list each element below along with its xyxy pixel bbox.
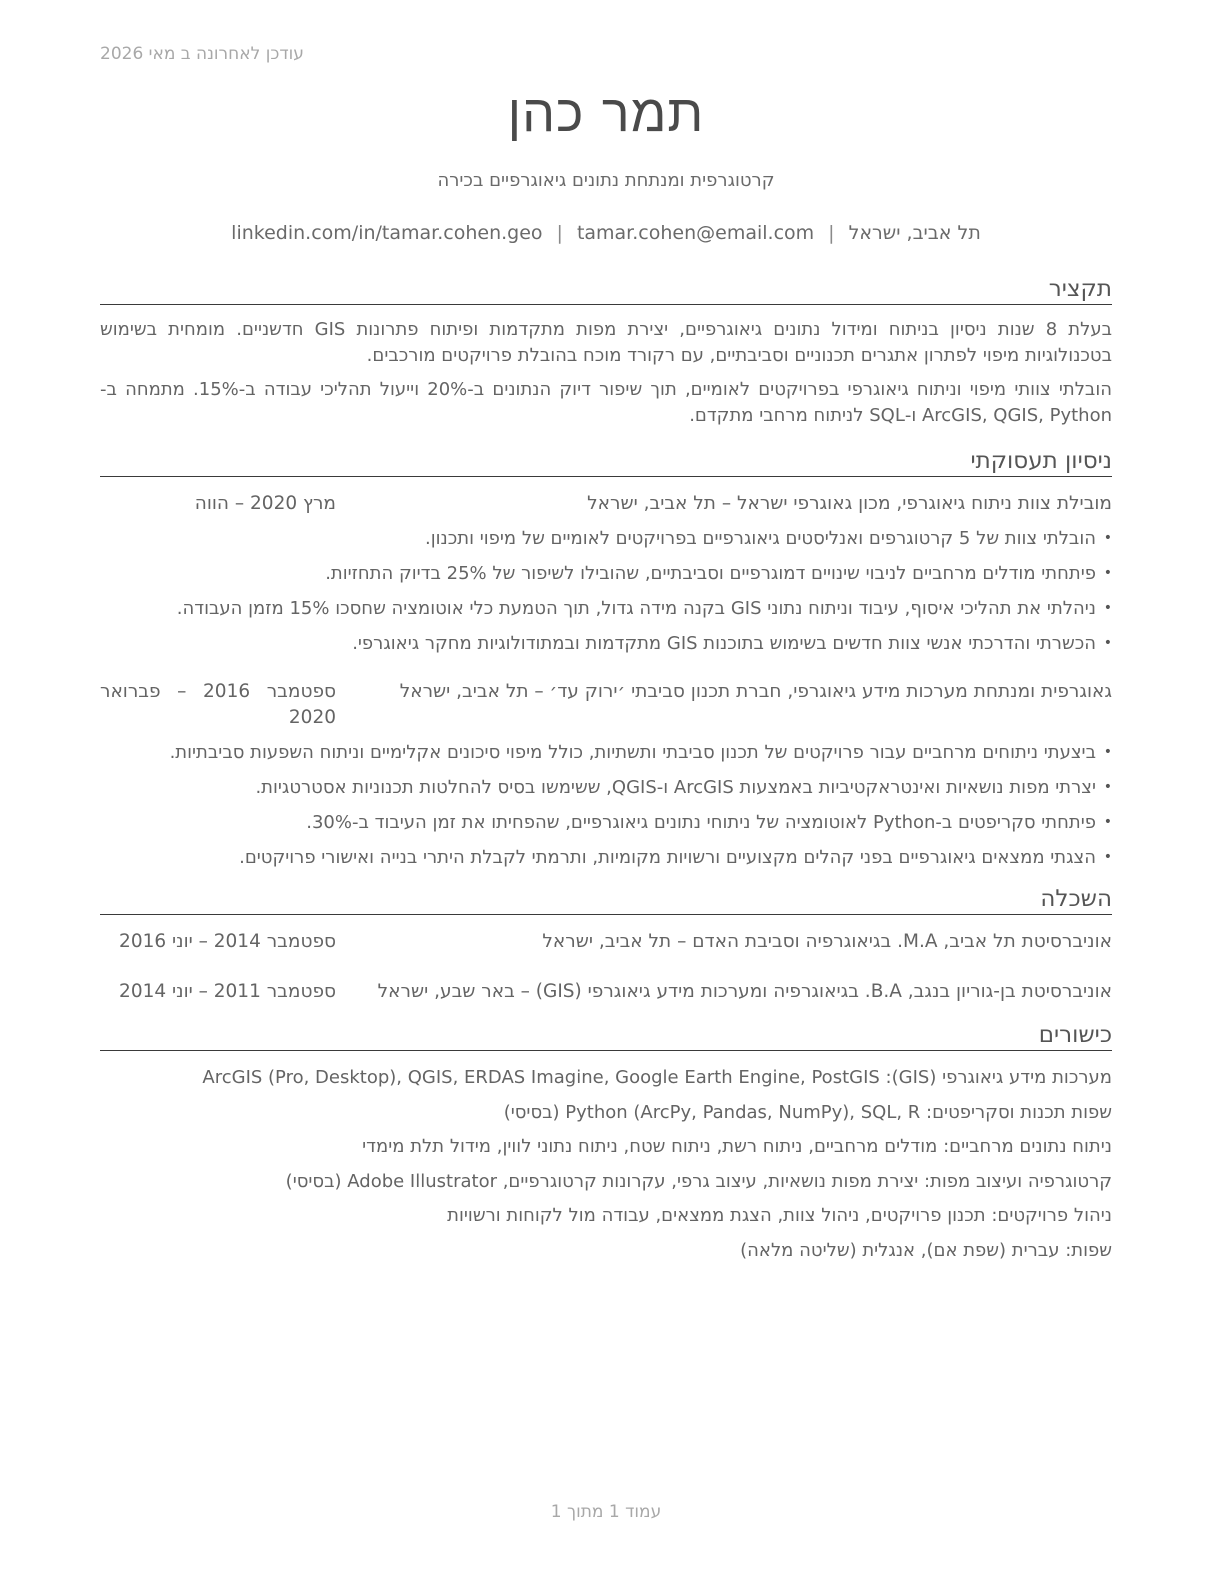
candidate-title: קרטוגרפית ומנתחת נתונים גיאוגרפיים בכירה <box>437 170 775 191</box>
summary-paragraph: בעלת 8 שנות ניסיון בניתוח ומידול נתונים גיאוגרפיים, יצירת מפות מתקדמות ופיתוח פתרונות GIS חדשניים. מומחית בשימוש בטכנולוגיות מיפוי לפתרון אתגרים תכנוניים וסביבתיים, עם רקורד מוכח בהובלת פרויקטים מורכבים. <box>100 319 1112 366</box>
skill-line: ניהול פרויקטים: תכנון פרויקטים, ניהול צוות, הצגת ממצאים, עבודה מול לקוחות ורשויות <box>447 1205 1112 1226</box>
education-degree: אוניברסיטת בן-גוריון בנגב, B.A. בגיאוגרפיה ומערכות מידע גיאוגרפי (GIS) – באר שבע, ישראל <box>377 981 1112 1002</box>
job-role: גאוגרפית ומנתחת מערכות מידע גיאוגרפי, חברת תכנון סביבתי ׳ירוק עד׳ – תל אביב, ישראל <box>399 681 1112 702</box>
job-bullet: • הכשרתי והדרכתי אנשי צוות חדשים בשימוש בתוכנות GIS מתקדמות ובמתודולוגיות מחקר גיאוגרפי. <box>100 626 1112 661</box>
skill-line: שפות: עברית (שפת אם), אנגלית (שליטה מלאה) <box>740 1239 1112 1261</box>
page-number: עמוד 1 מתוך 1 <box>550 1502 662 1522</box>
education-entry <box>100 979 1112 1005</box>
skills-title: כישורים <box>100 1022 1112 1051</box>
job-bullet: • ניהלתי את תהליכי איסוף, עיבוד וניתוח נתוני GIS בקנה מידה גדול, תוך הטמעת כלי אוטומציה שחסכו 15% מזמן העבודה. <box>100 591 1112 626</box>
education-title: השכלה <box>100 886 1112 915</box>
contact-email[interactable]: tamar.cohen@email.com <box>576 222 815 244</box>
skill-line: קרטוגרפיה ועיצוב מפות: יצירת מפות נושאיות, עיצוב גרפי, עקרונות קרטוגרפיים, Adobe Illustrator (בסיסי) <box>285 1170 1112 1192</box>
education-entry <box>100 929 1112 955</box>
education-dates: ספטמבר 2011 – יוני 2014 <box>119 981 336 1002</box>
resume-page <box>100 0 1112 1584</box>
last-updated: עודכן לאחרונה ב מאי 2026 <box>100 44 304 64</box>
candidate-name: תמר כהן <box>507 84 705 144</box>
job-bullet: • הצגתי ממצאים גיאוגרפיים בפני קהלים מקצועיים ורשויות מקומיות, ותרמתי לקבלת היתרי בנייה ואישורי פרויקטים. <box>100 840 1112 875</box>
skill-line: ניתוח נתונים מרחביים: מודלים מרחביים, ניתוח רשת, ניתוח שטח, ניתוח נתוני לווין, מידול תלת מימדי <box>362 1136 1112 1157</box>
job-bullets <box>100 521 1112 661</box>
job-bullet: • יצרתי מפות נושאיות ואינטראקטיביות באמצעות ArcGIS ו-QGIS, ששימשו בסיס להחלטות תכנוניות אסטרטגיות. <box>100 770 1112 805</box>
summary-title: תקציר <box>100 276 1112 305</box>
job-bullet: • פיתחתי מודלים מרחביים לניבוי שינויים דמוגרפיים וסביבתיים, שהובילו לשיפור של 25% בדיוק התחזיות. <box>100 556 1112 591</box>
job-header <box>100 491 1112 517</box>
job-bullet: • פיתחתי סקריפטים ב-Python לאוטומציה של ניתוחי נתונים גיאוגרפיים, שהפחיתו את זמן העיבוד ב-30%. <box>100 805 1112 840</box>
contact-line <box>100 222 1112 244</box>
summary-section <box>100 276 1112 429</box>
contact-linkedin[interactable]: linkedin.com/in/tamar.cohen.geo <box>231 222 543 244</box>
job-bullets <box>100 735 1112 875</box>
job-entry <box>100 679 1112 875</box>
education-degree: אוניברסיטת תל אביב, M.A. בגיאוגרפיה וסביבת האדם – תל אביב, ישראל <box>542 931 1112 952</box>
experience-section <box>100 448 1112 875</box>
skills-section <box>100 1022 1112 1268</box>
skill-line: מערכות מידע גיאוגרפי (GIS): ArcGIS (Pro, Desktop), QGIS, ERDAS Imagine, Google Earth Engine, PostGIS <box>202 1067 1112 1088</box>
experience-title: ניסיון תעסוקתי <box>100 448 1112 477</box>
job-bullet: • ביצעתי ניתוחים מרחביים עבור פרויקטים של תכנון סביבתי ותשתיות, כולל מיפוי סיכונים אקלימיים וניתוח השפעות סביבתיות. <box>100 735 1112 770</box>
contact-separator: | <box>556 222 563 244</box>
job-role: מובילת צוות ניתוח גיאוגרפי, מכון גאוגרפי ישראל – תל אביב, ישראל <box>587 493 1112 514</box>
job-bullet: • הובלתי צוות של 5 קרטוגרפים ואנליסטים גיאוגרפיים בפרויקטים לאומיים של מיפוי ותכנון. <box>100 521 1112 556</box>
education-dates: ספטמבר 2014 – יוני 2016 <box>119 931 336 952</box>
contact-separator: | <box>828 222 835 244</box>
job-dates: מרץ 2020 – הווה <box>194 493 336 514</box>
job-entry <box>100 491 1112 661</box>
job-dates: ספטמבר 2016 – פברואר 2020 <box>100 681 336 728</box>
contact-location: תל אביב, ישראל <box>848 222 981 244</box>
education-section <box>100 886 1112 1005</box>
job-header <box>100 679 1112 731</box>
summary-paragraph: הובלתי צוותי מיפוי וניתוח גיאוגרפי בפרויקטים לאומיים, תוך שיפור דיוק הנתונים ב-20% וייעול תהליכי עבודה ב-15%. מתמחה ב-ArcGIS, QGIS, Python ו-SQL לניתוח מרחבי מתקדם. <box>100 379 1112 426</box>
skill-line: שפות תכנות וסקריפטים: Python (ArcPy, Pandas, NumPy), SQL, R (בסיסי) <box>503 1101 1112 1123</box>
